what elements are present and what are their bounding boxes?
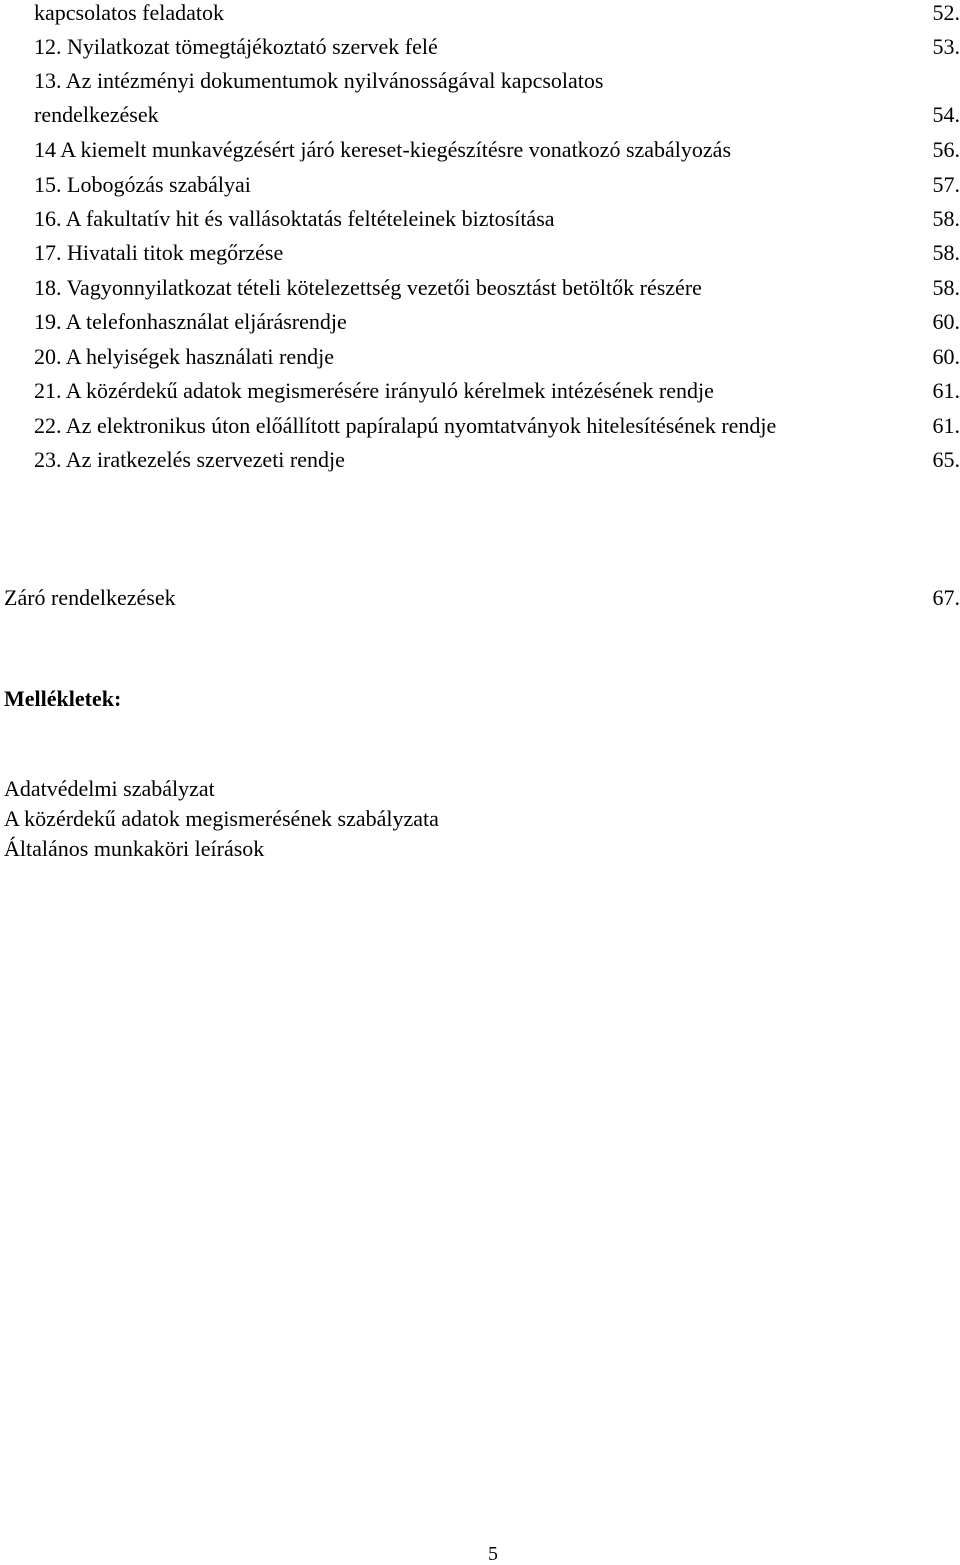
toc-entry-page: 56. xyxy=(932,137,960,162)
toc-entry xyxy=(0,240,960,274)
page-number: 5 xyxy=(488,1543,498,1565)
toc-entry-title: 16. A fakultatív hit és vallásoktatás feltételeinek biztosítása xyxy=(34,206,555,231)
toc-entry xyxy=(0,68,960,102)
toc-entry-page: 57. xyxy=(932,172,960,197)
toc-entry-page: 58. xyxy=(932,206,960,231)
toc-entry xyxy=(0,413,960,447)
toc-entry-title: 19. A telefonhasználat eljárásrendje xyxy=(34,309,347,334)
toc-closing-entry xyxy=(0,585,960,615)
toc-closing-title: Záró rendelkezések xyxy=(4,585,176,610)
annexes-list xyxy=(4,774,439,864)
toc-entry-page: 58. xyxy=(932,275,960,300)
annex-item: Általános munkaköri leírások xyxy=(4,836,265,861)
toc-closing-page: 67. xyxy=(932,585,960,610)
toc-entry xyxy=(0,309,960,343)
toc-entry-title: 23. Az iratkezelés szervezeti rendje xyxy=(34,447,345,472)
toc-entry-title: 18. Vagyonnyilatkozat tételi kötelezettség vezetői beosztást betöltők részére xyxy=(34,275,702,300)
toc-entry-title: 20. A helyiségek használati rendje xyxy=(34,344,334,369)
toc-entry-page: 65. xyxy=(932,447,960,472)
toc-entry-title: rendelkezések xyxy=(34,102,159,127)
toc-entry-page: 61. xyxy=(932,413,960,438)
toc-entry xyxy=(0,206,960,240)
toc-entry-title: 13. Az intézményi dokumentumok nyilvánosságával kapcsolatos xyxy=(34,68,604,93)
toc-entry xyxy=(0,275,960,309)
toc-entry-page: 53. xyxy=(932,34,960,59)
toc-entry xyxy=(0,172,960,206)
toc-entry-title: kapcsolatos feladatok xyxy=(34,0,224,25)
toc-entry-page: 52. xyxy=(932,0,960,25)
toc-entry-page: 58. xyxy=(932,240,960,265)
toc-entry-page: 60. xyxy=(932,309,960,334)
toc-entry xyxy=(0,102,960,136)
toc-entry-title: 15. Lobogózás szabályai xyxy=(34,172,251,197)
toc-entry-title: 14 A kiemelt munkavégzésért járó kereset-kiegészítésre vonatkozó szabályozás xyxy=(34,137,732,162)
annex-item: A közérdekű adatok megismerésének szabályzata xyxy=(4,806,439,831)
toc-entry-title: 12. Nyilatkozat tömegtájékoztató szervek felé xyxy=(34,34,438,59)
toc-entry xyxy=(0,137,960,171)
toc-entry-title: 22. Az elektronikus úton előállított papíralapú nyomtatványok hitelesítésének rendje xyxy=(34,413,777,438)
toc-entry xyxy=(0,447,960,481)
toc-entry xyxy=(0,34,960,68)
annex-item: Adatvédelmi szabályzat xyxy=(4,776,215,801)
toc-entry xyxy=(0,344,960,378)
toc-entry-page: 61. xyxy=(932,378,960,403)
toc-entry-title: 17. Hivatali titok megőrzése xyxy=(34,240,284,265)
annexes-heading: Mellékletek: xyxy=(4,686,122,711)
toc-entry-title: 21. A közérdekű adatok megismerésére irányuló kérelmek intézésének rendje xyxy=(34,378,714,403)
toc-entry-page: 54. xyxy=(932,102,960,127)
toc-entry xyxy=(0,0,960,34)
toc-entry-page: 60. xyxy=(932,344,960,369)
toc-entry xyxy=(0,378,960,412)
